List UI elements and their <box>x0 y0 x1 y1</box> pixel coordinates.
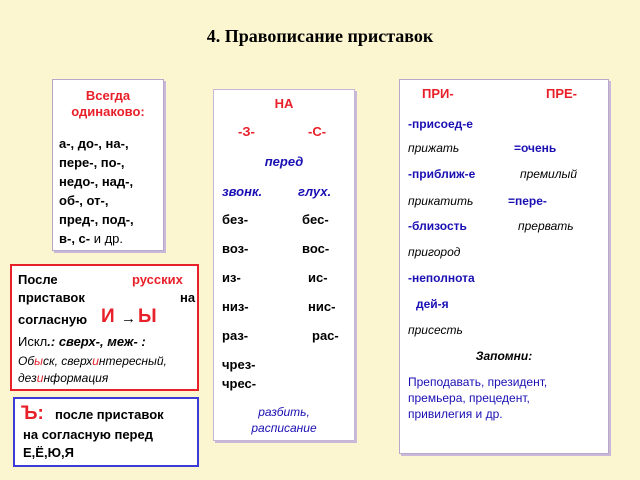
iy-example-1 <box>18 353 167 369</box>
page-title: 4. Правописание приставок <box>206 26 434 46</box>
pri-nepolnota: -неполнота <box>408 271 475 285</box>
hard-sign-line3: Е,Ё,Ю,Я <box>23 445 74 460</box>
hard-sign-symbol: Ъ: <box>21 403 44 424</box>
zs-pair-5-z: раз- <box>222 328 249 343</box>
iy-iskl: Искл <box>18 334 48 349</box>
pri-prisoed: -присоед-е <box>408 117 473 131</box>
zs-pair-3-z: из- <box>222 270 241 285</box>
always-line-6 <box>59 231 123 247</box>
zs-heading: НА <box>274 96 294 111</box>
i-to-y-box <box>10 264 199 391</box>
always-heading-line2: одинаково: <box>71 104 145 119</box>
iy-line1-a: После <box>18 272 58 287</box>
zs-z-label: -З- <box>238 124 255 139</box>
zs-chres: чрес- <box>222 376 257 391</box>
zs-pair-3-s: ис- <box>308 270 328 285</box>
iy-line3-a: согласную <box>18 312 88 327</box>
iy-letter-i: И <box>101 306 115 327</box>
iy-ex1-d: и <box>92 354 99 368</box>
iy-line2-a: приставок <box>18 290 85 305</box>
z-s-box <box>213 89 355 441</box>
always-line-3: недо-, над-, <box>59 174 134 189</box>
pri-prigorod: пригород <box>408 245 461 259</box>
pre-pere: =пере- <box>508 194 547 208</box>
zs-pair-1-s: бес- <box>302 212 329 227</box>
pri-pribliz: -приближ-е <box>408 167 476 181</box>
zs-voiceless: глух. <box>298 184 332 199</box>
iy-ex1-a: Об <box>18 354 35 368</box>
iy-ex1-b: ы <box>34 354 43 368</box>
pri-prisest: присесть <box>408 323 463 337</box>
iy-exceptions-line <box>18 334 146 350</box>
pri-prikatit: прикатить <box>408 194 474 208</box>
iy-ex1-e: нтересный, <box>98 354 167 368</box>
iy-ex2-c: нформация <box>43 371 109 385</box>
always-line-2: пере-, по-, <box>59 155 125 170</box>
iy-arrow: → <box>121 310 136 327</box>
iy-exceptions: .: сверх-, меж- : <box>47 334 146 349</box>
always-line-4: об-, от-, <box>59 193 109 208</box>
remember-label: Запомни: <box>475 349 533 363</box>
pre-word-line-1: Преподавать, президент, <box>408 375 548 389</box>
pre-ochen: =очень <box>514 141 557 155</box>
pre-heading: ПРЕ- <box>546 86 578 101</box>
zs-before: перед <box>264 154 304 169</box>
zs-example-2: расписание <box>251 421 317 435</box>
zs-pair-4-s: нис- <box>308 299 336 314</box>
iy-ex1-c: ск, сверх <box>42 354 93 368</box>
always-same-box <box>52 79 164 251</box>
pri-deya: дей-я <box>416 297 449 311</box>
always-line-1: а-, до-, на-, <box>59 136 129 151</box>
hard-sign-box <box>13 397 199 467</box>
zs-pair-2-s: вос- <box>302 241 330 256</box>
pre-word-line-3: привилегия и др. <box>408 407 503 421</box>
always-heading-line1: Всегда <box>85 88 131 103</box>
pri-prizhat: прижать <box>408 141 460 155</box>
zs-example-1: разбить, <box>258 405 310 419</box>
zs-s-label: -С- <box>308 124 327 139</box>
zs-pair-5-s: рас- <box>312 328 339 343</box>
pri-pre-box <box>399 79 609 454</box>
hard-sign-line1: после приставок <box>55 407 164 422</box>
always-last-tail: и др. <box>90 231 124 246</box>
iy-letter-y: Ы <box>138 306 157 327</box>
iy-example-2 <box>18 370 108 386</box>
iy-ex2-a: дез <box>18 371 37 385</box>
pri-heading: ПРИ- <box>422 86 454 101</box>
zs-voiced: звонк. <box>222 184 263 199</box>
zs-chrez: чрез- <box>222 357 256 372</box>
always-line-5: пред-, под-, <box>59 212 134 227</box>
always-last-prefix: в-, с- <box>59 231 91 246</box>
iy-line2-b: на <box>180 290 196 305</box>
zs-pair-2-z: воз- <box>222 241 249 256</box>
pre-premily: премилый <box>520 167 577 181</box>
pre-word-line-2: премьера, прецедент, <box>408 391 530 405</box>
zs-pair-1-z: без- <box>222 212 249 227</box>
hard-sign-line2: на согласную перед <box>23 427 153 442</box>
iy-ex2-b: и <box>36 371 44 385</box>
iy-line1-b: русских <box>132 272 183 287</box>
zs-pair-4-z: низ- <box>222 299 249 314</box>
pre-prervat: прервать <box>518 219 574 233</box>
pri-blizost: -близость <box>408 219 467 233</box>
